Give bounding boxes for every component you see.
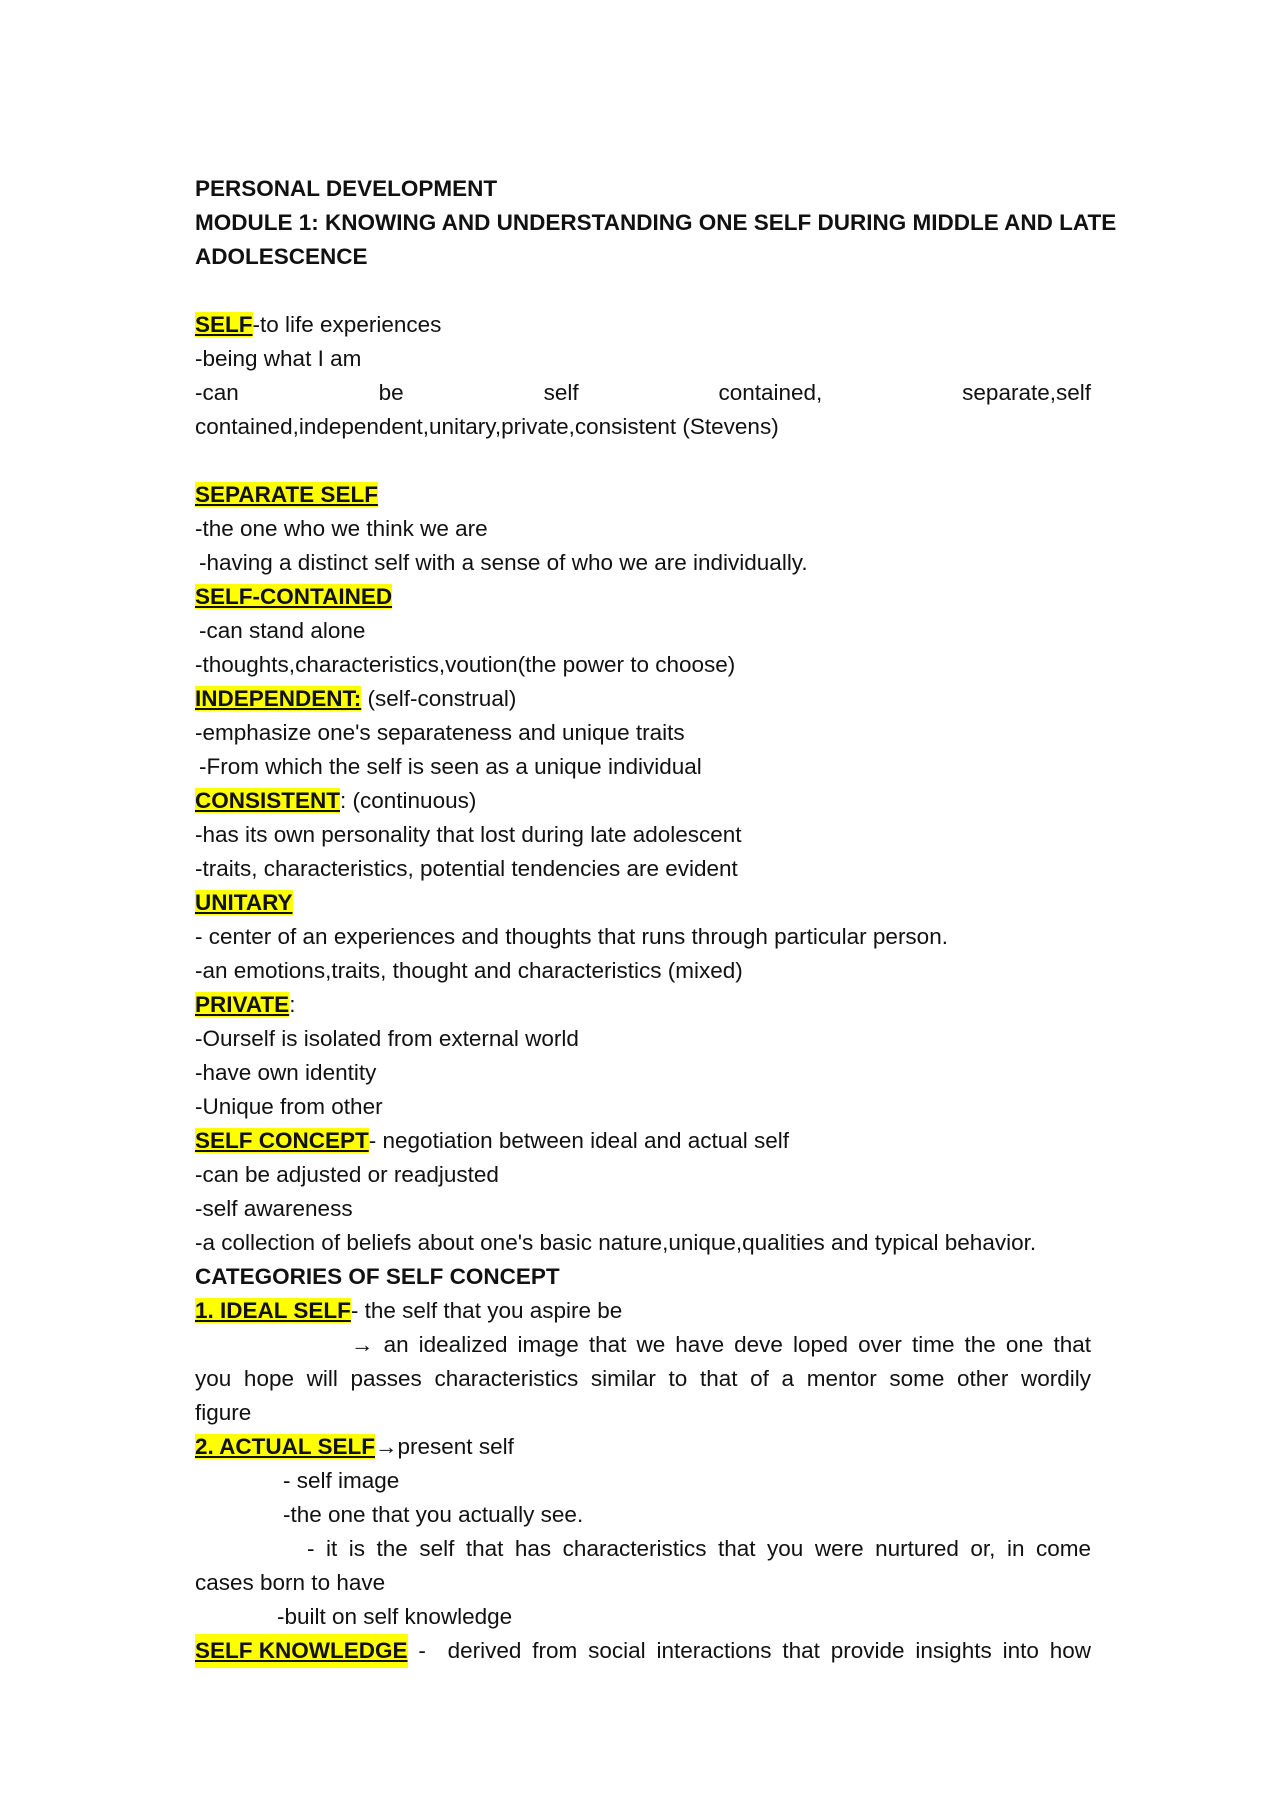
separate-self-heading <box>195 478 1091 512</box>
consistent-def-text: : (continuous) <box>340 788 477 813</box>
self-word: contained, <box>718 380 823 405</box>
ideal-self-arrow-line: → an idealized image that we have deve loped over time the one that <box>351 1332 1091 1357</box>
module-heading-line1: MODULE 1: KNOWING AND UNDERSTANDING ONE SELF DURING MIDDLE AND LATE <box>195 210 1117 235</box>
self-concept-line: -a collection of beliefs about one's basic nature,unique,qualities and typical behavior. <box>195 1230 1037 1255</box>
self-line: -being what I am <box>195 346 362 371</box>
term-independent: INDEPENDENT: <box>195 686 362 711</box>
document-body <box>195 172 1117 1668</box>
self-word: self <box>543 380 579 405</box>
self-concept-line: -self awareness <box>195 1196 353 1221</box>
self-contained-line: -thoughts,characteristics,voution(the power to choose) <box>195 652 736 677</box>
actual-self-def-text: →present self <box>375 1434 514 1459</box>
actual-self-line: -built on self knowledge <box>277 1604 513 1629</box>
term-separate-self: SEPARATE SELF <box>195 482 378 507</box>
private-def-text: : <box>289 992 296 1017</box>
ideal-self-definition <box>195 1294 1091 1328</box>
term-consistent: CONSISTENT <box>195 788 341 813</box>
separate-self-line: -having a distinct self with a sense of who we are individually. <box>199 550 808 575</box>
actual-self-definition <box>195 1430 1091 1464</box>
independent-line: -emphasize one's separateness and unique traits <box>195 720 685 745</box>
self-word: separate,self <box>962 380 1091 405</box>
categories-heading: CATEGORIES OF SELF CONCEPT <box>195 1264 560 1289</box>
actual-self-line: - self image <box>283 1468 400 1493</box>
blank-line <box>195 274 1091 308</box>
term-self: SELF <box>195 312 253 337</box>
unitary-heading <box>195 886 1091 920</box>
term-self-concept: SELF CONCEPT <box>195 1128 369 1153</box>
term-self-knowledge: SELF KNOWLEDGE <box>195 1634 408 1668</box>
self-justified-line <box>195 376 1091 410</box>
actual-self-line: -the one that you actually see. <box>283 1502 584 1527</box>
self-knowledge-def-text: - derived from social interactions that provide insights into how <box>407 1638 1091 1663</box>
private-line: -have own identity <box>195 1060 377 1085</box>
self-contained-line: -can stand alone <box>199 618 366 643</box>
actual-self-line: - it is the self that has characteristics that you were nurtured or, in come <box>307 1536 1091 1561</box>
consistent-line: -has its own personality that lost during late adolescent <box>195 822 742 847</box>
term-ideal-self: 1. IDEAL SELF <box>195 1298 351 1323</box>
module-heading-line2: ADOLESCENCE <box>195 244 368 269</box>
consistent-line: -traits, characteristics, potential tendencies are evident <box>195 856 738 881</box>
private-definition <box>195 988 1091 1022</box>
self-def-text: -to life experiences <box>252 312 442 337</box>
actual-self-line: cases born to have <box>195 1570 386 1595</box>
ideal-self-def-text: - the self that you aspire be <box>350 1298 623 1323</box>
separate-self-line: -the one who we think we are <box>195 516 488 541</box>
self-word: be <box>378 380 404 405</box>
self-wrap-line: contained,independent,unitary,private,consistent (Stevens) <box>195 414 779 439</box>
self-knowledge-definition <box>195 1634 1091 1668</box>
ideal-self-wrap-line: you hope will passes characteristics similar to that of a mentor some other wordily <box>195 1366 1091 1391</box>
unitary-line: -an emotions,traits, thought and characteristics (mixed) <box>195 958 743 983</box>
term-actual-self: 2. ACTUAL SELF <box>195 1434 376 1459</box>
blank-line <box>195 444 1091 478</box>
independent-line: -From which the self is seen as a unique individual <box>199 754 702 779</box>
term-private: PRIVATE <box>195 992 290 1017</box>
self-concept-line: -can be adjusted or readjusted <box>195 1162 499 1187</box>
ideal-self-wrap-line: figure <box>195 1400 252 1425</box>
independent-definition <box>195 682 1091 716</box>
private-line: -Ourself is isolated from external world <box>195 1026 579 1051</box>
document-title: PERSONAL DEVELOPMENT <box>195 176 498 201</box>
self-concept-definition <box>195 1124 1091 1158</box>
self-definition <box>195 308 1091 342</box>
unitary-line: - center of an experiences and thoughts that runs through particular person. <box>195 924 948 949</box>
term-self-contained: SELF-CONTAINED <box>195 584 393 609</box>
consistent-definition <box>195 784 1091 818</box>
self-concept-def-text: - negotiation between ideal and actual self <box>368 1128 790 1153</box>
independent-def-text: (self-construal) <box>361 686 517 711</box>
term-unitary: UNITARY <box>195 890 293 915</box>
self-word: -can <box>195 380 239 405</box>
private-line: -Unique from other <box>195 1094 383 1119</box>
self-contained-heading <box>195 580 1091 614</box>
